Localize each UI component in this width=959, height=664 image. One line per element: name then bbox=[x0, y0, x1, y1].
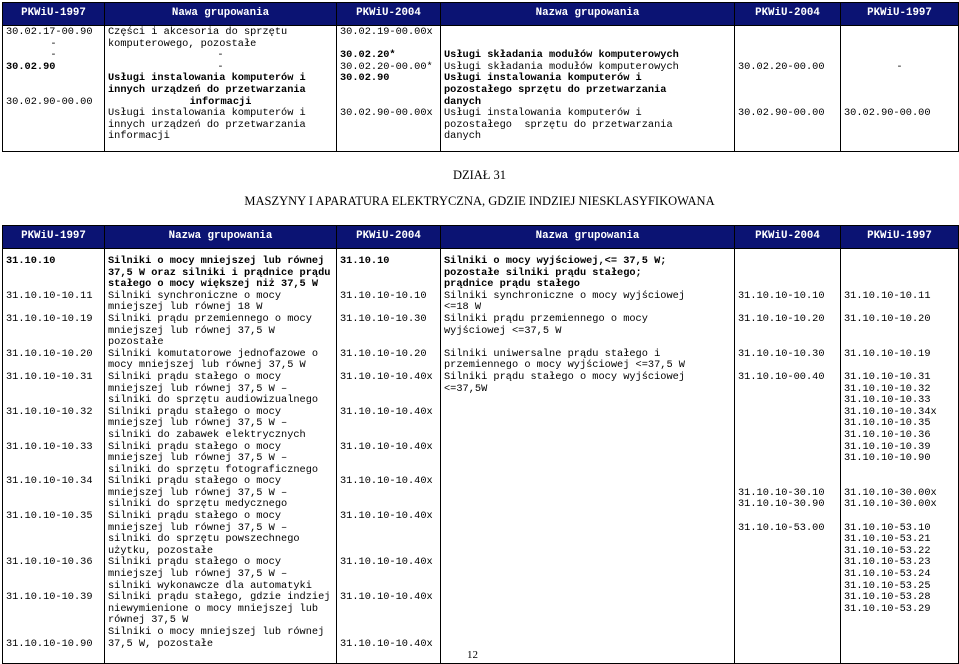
line: 31.10.10-10.40x bbox=[340, 440, 433, 453]
line bbox=[738, 268, 837, 280]
line: 31.10.10-10.36 bbox=[6, 556, 93, 569]
line: Usługi instalowania komputerów i bbox=[108, 107, 306, 120]
line: 31.10.10-53.23 bbox=[844, 556, 931, 569]
line: 31.10.10-10.36 bbox=[844, 428, 931, 441]
line: 31.10.10-10.40x bbox=[340, 475, 433, 488]
line: 31.10.10-10.10 bbox=[340, 289, 427, 302]
line bbox=[738, 465, 837, 477]
top-col-5 bbox=[735, 26, 841, 152]
line: 30.02.90 bbox=[340, 72, 390, 85]
line: silniki wykonawcze dla automatyki bbox=[108, 579, 312, 592]
line: 31.10.10-10.33 bbox=[844, 394, 931, 407]
header-pkwiu-1997: PKWiU-1997 bbox=[3, 3, 105, 26]
line bbox=[6, 523, 101, 535]
line: Usługi instalowania komputerów i bbox=[108, 72, 306, 85]
line: Silniki prądu stałego o mocy bbox=[108, 370, 282, 383]
page-number: 12 bbox=[467, 649, 478, 661]
line: prądnice prądu stałego bbox=[444, 278, 580, 291]
line: 31.10.10-30.90 bbox=[738, 498, 825, 511]
header-pkwiu-1997-b: PKWiU-1997 bbox=[841, 226, 959, 249]
line bbox=[6, 395, 101, 407]
line bbox=[844, 27, 955, 39]
line: - bbox=[50, 37, 57, 50]
line: 37,5 W oraz silniki i prądnice prądu bbox=[108, 266, 331, 279]
line: - bbox=[50, 49, 57, 62]
line: 31.10.10-53.22 bbox=[844, 544, 931, 557]
line bbox=[6, 488, 101, 500]
line: Usługi instalowania komputerów i bbox=[444, 107, 642, 120]
line: 31.10.10-10.40x bbox=[340, 510, 433, 523]
line: 31.10.10-10.34 bbox=[6, 475, 93, 488]
header-pkwiu-1997: PKWiU-1997 bbox=[3, 226, 105, 249]
line: mniejszej lub równej 37,5 W – bbox=[108, 521, 288, 534]
line: Silniki prądu stałego o mocy bbox=[108, 440, 282, 453]
line bbox=[6, 430, 101, 442]
line bbox=[738, 73, 837, 85]
line: 31.10.10-53.25 bbox=[844, 579, 931, 592]
line: 31.10.10-10.35 bbox=[844, 417, 931, 430]
line: Silniki prądu stałego, gdzie indziej bbox=[108, 591, 331, 604]
line: silniki do sprzętu audiowizualnego bbox=[108, 394, 319, 407]
header-nawa-grupowania: Nawa grupowania bbox=[105, 3, 337, 26]
line: Silniki prądu stałego o mocy bbox=[108, 510, 282, 523]
line: informacji bbox=[108, 130, 170, 143]
line bbox=[340, 418, 437, 430]
line bbox=[340, 395, 437, 407]
line bbox=[6, 384, 101, 396]
line: Silniki synchroniczne o mocy wyjściowej bbox=[444, 289, 685, 302]
line: mniejszej lub równej 37,5 W – bbox=[108, 382, 288, 395]
line: 31.10.10-10.35 bbox=[6, 510, 93, 523]
line bbox=[6, 627, 101, 639]
line: Silniki prądu stałego o mocy bbox=[108, 405, 282, 418]
header-pkwiu-2004-b: PKWiU-2004 bbox=[735, 226, 841, 249]
line bbox=[738, 418, 837, 430]
line: równej 37,5 W bbox=[108, 614, 189, 627]
line bbox=[844, 337, 955, 349]
line bbox=[444, 27, 731, 39]
line: pozostałe bbox=[108, 336, 164, 349]
line: 31.10.10-10.30 bbox=[738, 347, 825, 360]
line: 31.10.10-10.90 bbox=[844, 452, 931, 465]
line: komputerowego, pozostałe bbox=[108, 37, 257, 50]
line: 31.10.10-10.20 bbox=[340, 347, 427, 360]
line: Silniki synchroniczne o mocy bbox=[108, 289, 282, 302]
line: 31.10.10-53.10 bbox=[844, 521, 931, 534]
line bbox=[738, 27, 837, 39]
line: 31.10.10-10.90 bbox=[6, 637, 93, 650]
line: innych urządzeń do przetwarzania bbox=[108, 83, 306, 96]
line: 31.10.10-10.11 bbox=[6, 289, 93, 302]
line: informacji bbox=[189, 95, 252, 108]
line bbox=[844, 268, 955, 280]
line bbox=[738, 430, 837, 442]
line bbox=[340, 523, 437, 535]
header-pkwiu-2004: PKWiU-2004 bbox=[337, 226, 441, 249]
bottom-col-3 bbox=[337, 249, 441, 664]
line: 31.10.10-10.31 bbox=[6, 370, 93, 383]
line bbox=[6, 569, 101, 581]
bottom-table bbox=[2, 225, 959, 664]
line: 30.02.20-00.00* bbox=[340, 60, 433, 73]
line: 30.02.90-00.00x bbox=[340, 107, 433, 120]
line: pozostałego sprzętu do przetwarzania bbox=[444, 118, 673, 131]
line bbox=[6, 453, 101, 465]
line bbox=[738, 407, 837, 419]
line: 30.02.20* bbox=[340, 49, 396, 62]
header-pkwiu-2004: PKWiU-2004 bbox=[337, 3, 441, 26]
line: niewymienione o mocy mniejszej lub bbox=[108, 602, 319, 615]
line: 30.02.90-00.00 bbox=[844, 107, 931, 120]
bottom-col-4 bbox=[441, 249, 735, 664]
top-col-1 bbox=[3, 26, 105, 152]
line bbox=[340, 326, 437, 338]
line: - bbox=[217, 49, 224, 62]
line: 30.02.19-00.00x bbox=[340, 26, 433, 38]
line: 31.10.10 bbox=[6, 255, 56, 267]
line: danych bbox=[444, 130, 482, 143]
line bbox=[738, 39, 837, 51]
line bbox=[340, 85, 437, 97]
line bbox=[340, 384, 437, 396]
line bbox=[6, 73, 101, 85]
line: 31.10.10-10.10 bbox=[738, 289, 825, 302]
line: 31.10.10-10.39 bbox=[844, 440, 931, 453]
line: 31.10.10-53.24 bbox=[844, 568, 931, 581]
top-col-3 bbox=[337, 26, 441, 152]
line: 31.10.10-10.40x bbox=[340, 405, 433, 418]
line bbox=[738, 453, 837, 465]
line bbox=[340, 268, 437, 280]
line: Silniki uniwersalne prądu stałego i bbox=[444, 347, 661, 360]
line: 31.10.10-10.40x bbox=[340, 556, 433, 569]
line: danych bbox=[444, 95, 482, 108]
line: Silniki o mocy mniejszej lub równej bbox=[108, 255, 325, 267]
line: 31.10.10-10.20 bbox=[738, 312, 825, 325]
top-body-row bbox=[3, 26, 959, 152]
line: 31.10.10-10.30 bbox=[340, 312, 427, 325]
line bbox=[844, 256, 955, 268]
bottom-col-5 bbox=[735, 249, 841, 664]
line: mniejszej lub równej 18 W bbox=[108, 301, 263, 314]
bottom-header-row bbox=[3, 226, 959, 249]
header-nazwa-grupowania: Nazwa grupowania bbox=[441, 3, 735, 26]
line bbox=[340, 627, 437, 639]
line: - bbox=[217, 60, 224, 73]
line bbox=[6, 615, 101, 627]
line: Usługi składania modułów komputerowych bbox=[444, 49, 679, 62]
line bbox=[6, 85, 101, 97]
line bbox=[444, 337, 731, 349]
line: 30.02.90 bbox=[6, 60, 56, 73]
line bbox=[844, 326, 955, 338]
line bbox=[340, 604, 437, 616]
line bbox=[6, 337, 101, 349]
line bbox=[844, 39, 955, 51]
line: innych urządzeń do przetwarzania bbox=[108, 118, 306, 131]
line bbox=[340, 430, 437, 442]
line bbox=[340, 488, 437, 500]
line bbox=[6, 534, 101, 546]
line: 30.02.17-00.90 bbox=[6, 26, 93, 38]
line bbox=[844, 511, 955, 523]
line: 30.02.20-00.00 bbox=[738, 60, 825, 73]
line bbox=[844, 85, 955, 97]
line bbox=[738, 337, 837, 349]
line bbox=[6, 604, 101, 616]
line: 31.10.10-10.20 bbox=[6, 347, 93, 360]
header-pkwiu-2004-b: PKWiU-2004 bbox=[735, 3, 841, 26]
line: Usługi składania modułów komputerowych bbox=[444, 60, 679, 73]
line: Silniki o mocy mniejszej lub równej bbox=[108, 626, 325, 638]
line: 31.10.10-30.10 bbox=[738, 486, 825, 499]
line: 31.10.10-10.31 bbox=[844, 370, 931, 383]
line: 31.10.10-10.32 bbox=[6, 405, 93, 418]
top-col-2 bbox=[105, 26, 337, 152]
line: 31.10.10-10.40x bbox=[340, 591, 433, 604]
line: 31.10.10-53.29 bbox=[844, 602, 931, 615]
line bbox=[340, 615, 437, 627]
line: mniejszej lub równej 37,5 W bbox=[108, 324, 275, 337]
line: pozostałe silniki prądu stałego; bbox=[444, 266, 642, 279]
line bbox=[340, 534, 437, 546]
header-pkwiu-1997-b: PKWiU-1997 bbox=[841, 3, 959, 26]
line: stałego o mocy większej niż 37,5 W bbox=[108, 278, 319, 291]
section-subtitle: MASZYNY I APARATURA ELEKTRYCZNA, GDZIE INDZIEJ NIESKLASYFIKOWANA bbox=[244, 194, 715, 208]
line bbox=[340, 337, 437, 349]
bottom-col-2 bbox=[105, 249, 337, 664]
line bbox=[738, 85, 837, 97]
line: silniki do zabawek elektrycznych bbox=[108, 428, 306, 441]
line: 31.10.10-10.11 bbox=[844, 289, 931, 302]
line: 31.10.10 bbox=[340, 255, 390, 267]
line: 31.10.10-53.21 bbox=[844, 533, 931, 546]
line: silniki do sprzętu powszechnego bbox=[108, 533, 300, 546]
line: 31.10.10-10.32 bbox=[844, 382, 931, 395]
line: mocy mniejszej lub równej 37,5 W bbox=[108, 359, 306, 372]
line: Części i akcesoria do sprzętu bbox=[108, 26, 288, 38]
line bbox=[6, 326, 101, 338]
section-title: DZIAŁ 31 bbox=[452, 168, 507, 182]
header-nazwa-grupowania-b: Nazwa grupowania bbox=[441, 226, 735, 249]
line bbox=[340, 569, 437, 581]
line: pozostałego sprzętu do przetwarzania bbox=[444, 83, 667, 96]
line: 31.10.10-10.33 bbox=[6, 440, 93, 453]
line: mniejszej lub równej 37,5 W – bbox=[108, 486, 288, 499]
line: silniki do sprzętu fotograficznego bbox=[108, 463, 319, 476]
header-nazwa-grupowania: Nazwa grupowania bbox=[105, 226, 337, 249]
line bbox=[738, 326, 837, 338]
line: silniki do sprzętu medycznego bbox=[108, 498, 288, 511]
line: 31.10.10-53.00 bbox=[738, 521, 825, 534]
top-col-4 bbox=[441, 26, 735, 152]
line: Silniki o mocy wyjściowej,<= 37,5 W; bbox=[444, 255, 667, 267]
top-col-6 bbox=[841, 26, 959, 152]
line bbox=[738, 511, 837, 523]
line bbox=[6, 268, 101, 280]
line: użytku, pozostałe bbox=[108, 544, 214, 557]
line bbox=[738, 395, 837, 407]
line: Silniki prądu stałego o mocy bbox=[108, 475, 282, 488]
line: Silniki prądu przemiennego o mocy bbox=[444, 312, 648, 325]
line bbox=[738, 256, 837, 268]
line bbox=[340, 453, 437, 465]
line: <=18 W bbox=[444, 301, 482, 314]
line bbox=[738, 384, 837, 396]
line bbox=[844, 465, 955, 477]
line: 31.10.10-10.19 bbox=[844, 347, 931, 360]
line: 30.02.90-00.00 bbox=[6, 95, 93, 108]
line: 37,5 W, pozostałe bbox=[108, 637, 214, 650]
line: 31.10.10-10.19 bbox=[6, 312, 93, 325]
line: 31.10.10-30.00x bbox=[844, 498, 937, 511]
line bbox=[738, 442, 837, 454]
line: mniejszej lub równej 37,5 W – bbox=[108, 568, 288, 581]
line: 31.10.10-10.40x bbox=[340, 370, 433, 383]
line: 31.10.10-10.40x bbox=[340, 637, 433, 650]
line: Silniki prądu stałego o mocy wyjściowej bbox=[444, 370, 685, 383]
line: Silniki komutatorowe jednofazowe o bbox=[108, 347, 319, 360]
line: przemiennego o mocy wyjściowej <=37,5 W bbox=[444, 359, 685, 372]
line bbox=[844, 73, 955, 85]
top-table bbox=[2, 2, 959, 152]
line bbox=[6, 418, 101, 430]
line: 31.10.10-10.20 bbox=[844, 312, 931, 325]
line: Silniki prądu przemiennego o mocy bbox=[108, 312, 312, 325]
line: - bbox=[896, 60, 903, 73]
line: wyjściowej <=37,5 W bbox=[444, 324, 562, 337]
line: 31.10.10-30.00x bbox=[844, 486, 937, 499]
line: 30.02.90-00.00 bbox=[738, 107, 825, 120]
top-header-row bbox=[3, 3, 959, 26]
line: Silniki prądu stałego o mocy bbox=[108, 556, 282, 569]
line: mniejszej lub równej 37,5 W – bbox=[108, 417, 288, 430]
bottom-col-1 bbox=[3, 249, 105, 664]
line: 31.10.10-00.40 bbox=[738, 370, 825, 383]
bottom-body-row bbox=[3, 249, 959, 664]
line: Usługi instalowania komputerów i bbox=[444, 72, 642, 85]
line: 31.10.10-10.34x bbox=[844, 405, 937, 418]
line: mniejszej lub równej 37,5 W – bbox=[108, 452, 288, 465]
line: 31.10.10-10.39 bbox=[6, 591, 93, 604]
line: 31.10.10-53.28 bbox=[844, 591, 931, 604]
bottom-col-6 bbox=[841, 249, 959, 664]
line: <=37,5W bbox=[444, 382, 488, 395]
